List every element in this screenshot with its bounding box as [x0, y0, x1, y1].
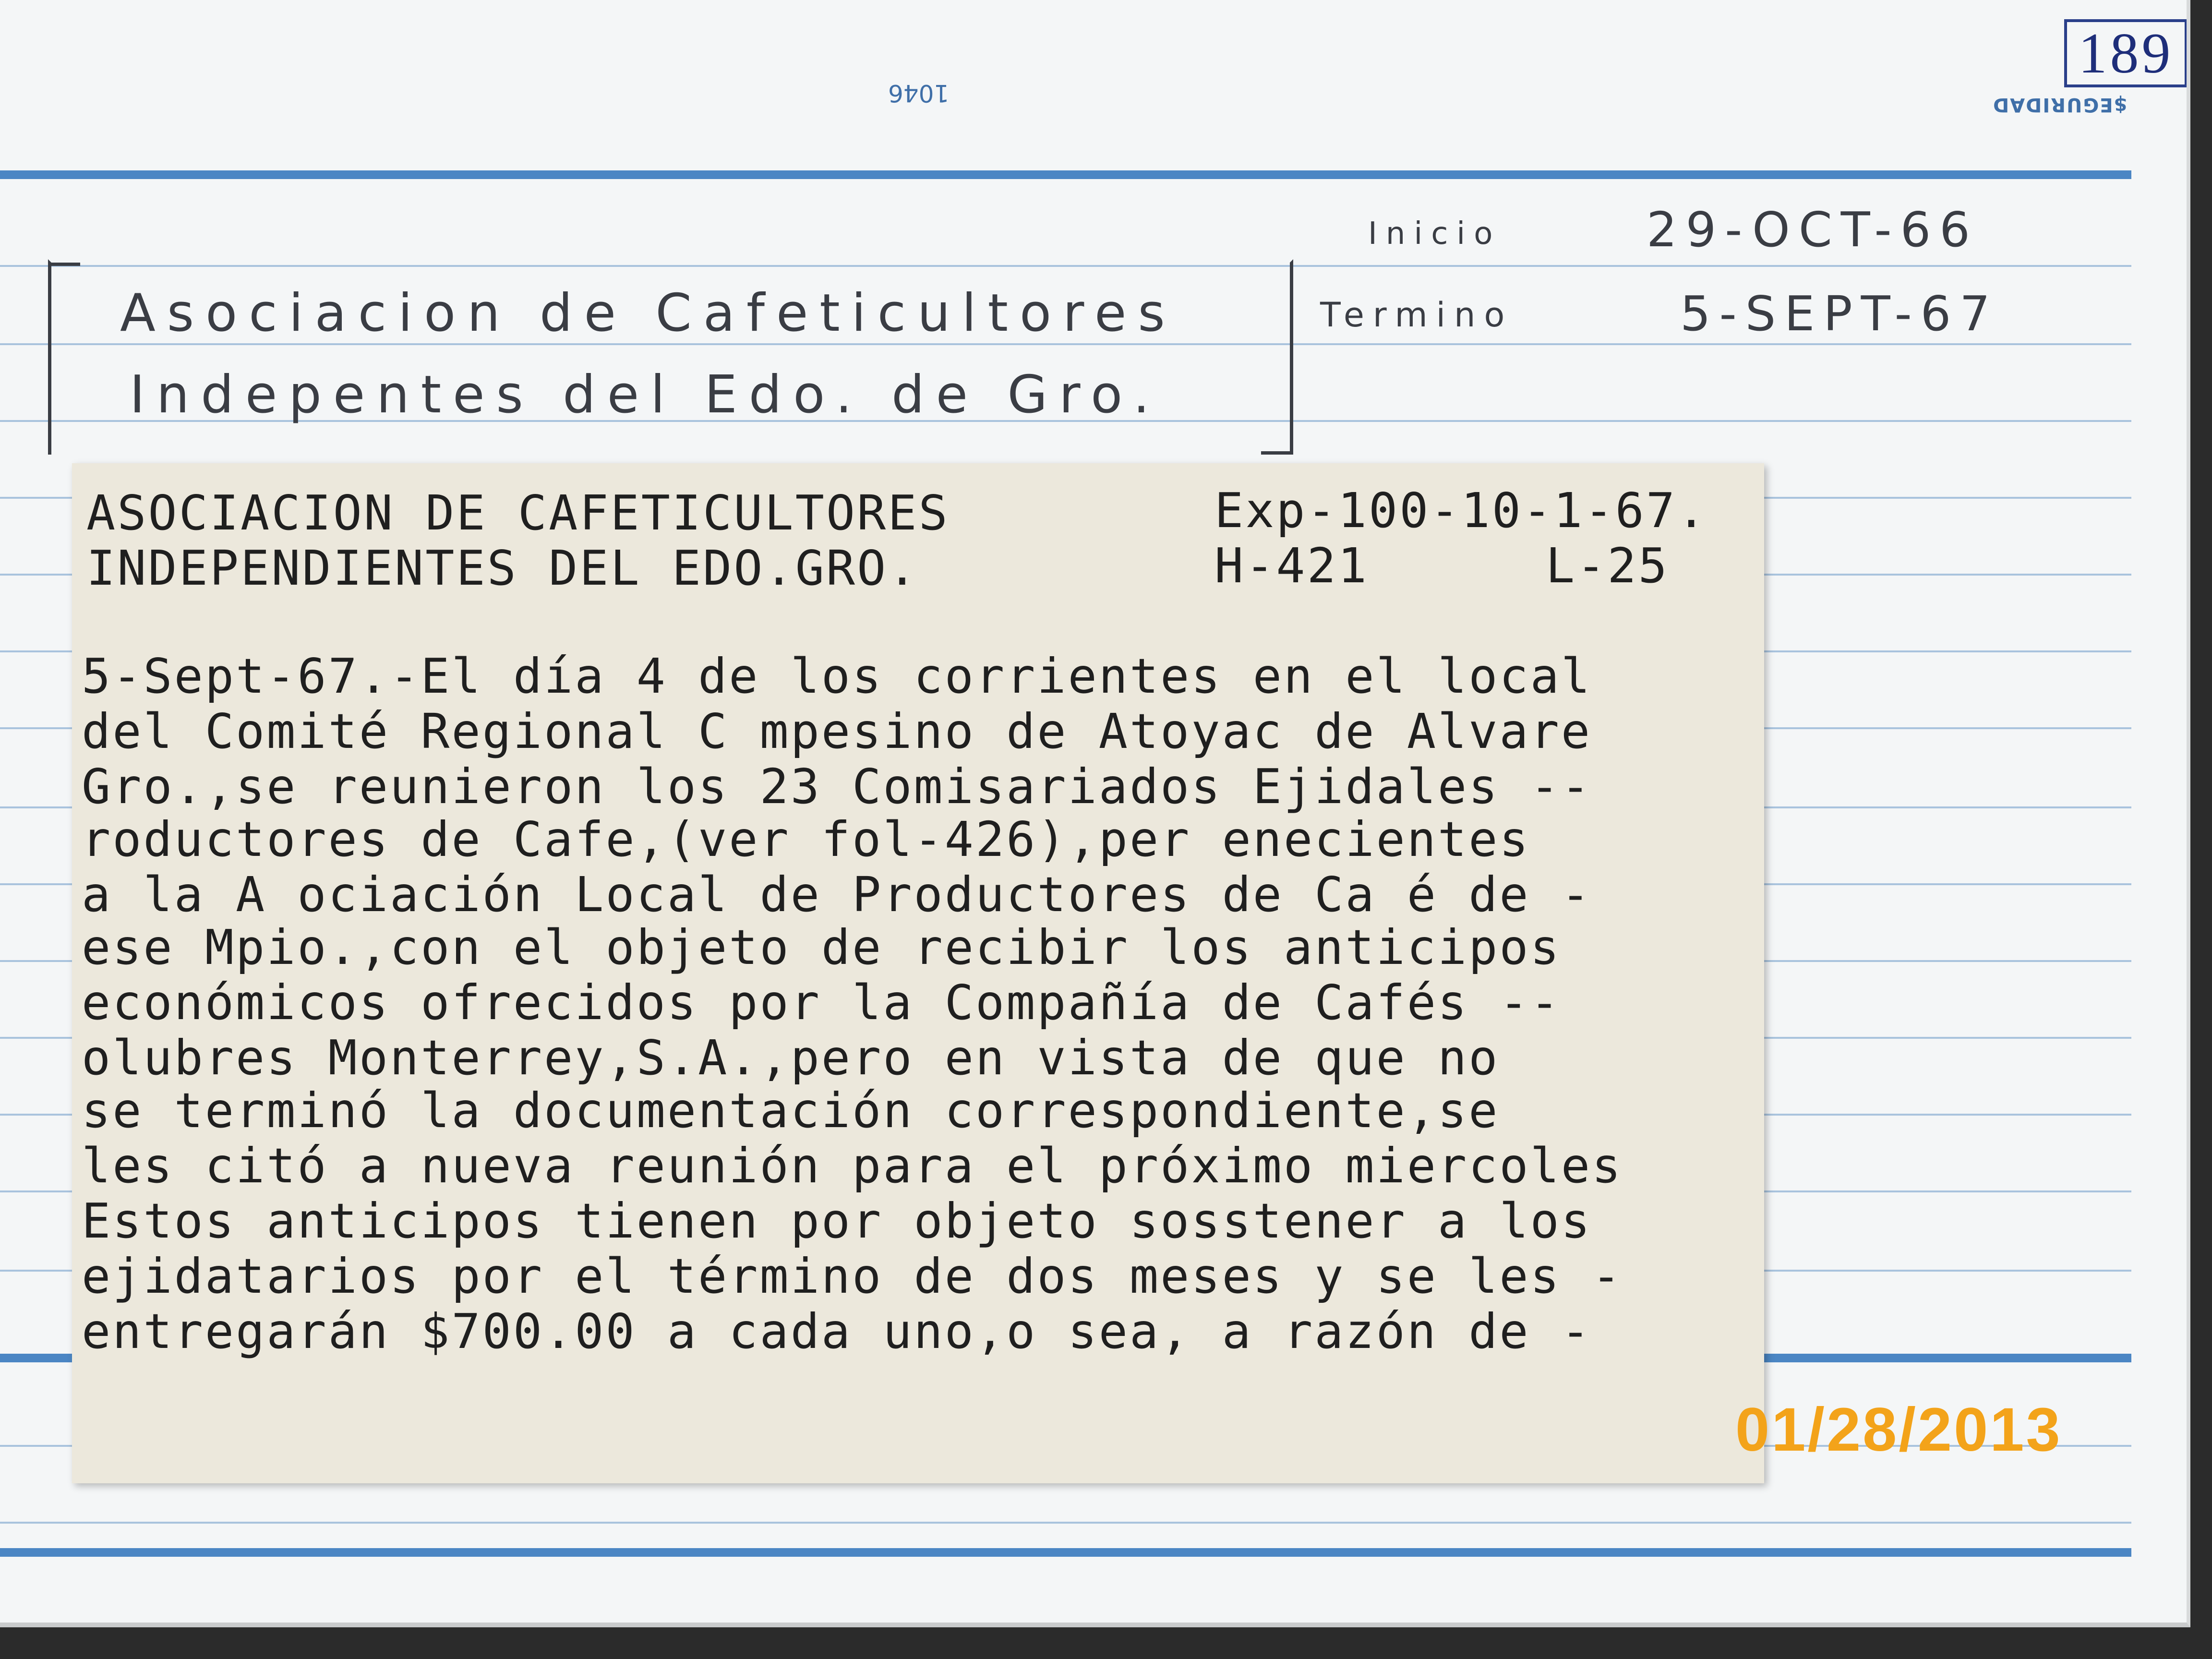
- header-line-1: ASOCIACION DE CAFETICULTORES: [86, 485, 950, 541]
- termino-label: Termino: [1320, 295, 1514, 335]
- body-line: Gro.,se reunieron los 23 Comisariados Ejidales --: [82, 758, 1592, 815]
- camera-date-stamp: 01/28/2013: [1735, 1395, 2062, 1464]
- body-line: a la A ociación Local de Productores de Ca é de -: [82, 866, 1592, 923]
- ruled-line-heavy: [0, 1548, 2131, 1557]
- body-line: económicos ofrecidos por la Compañía de Cafés --: [82, 974, 1561, 1031]
- termino-date: 5-SEPT-67: [1680, 286, 1999, 342]
- body-line: 5-Sept-67.-El día 4 de los corrientes en el local: [82, 648, 1592, 704]
- body-line: del Comité Regional C mpesino de Atoyac de Alvare: [82, 703, 1592, 759]
- printed-card-number: 1046: [888, 79, 950, 107]
- handwritten-title-line-2: Indepentes del Edo. de Gro.: [130, 365, 1161, 425]
- body-line: olubres Monterrey,S.A.,pero en vista de que no: [82, 1030, 1500, 1086]
- typed-record-card: [72, 463, 1764, 1483]
- inicio-label: Inicio: [1368, 216, 1502, 252]
- body-line: Estos anticipos tienen por objeto sosstener a los: [82, 1193, 1592, 1249]
- handwritten-title-line-1: Asociacion de Cafeticultores: [120, 283, 1177, 343]
- body-line: entregarán $700.00 a cada uno,o sea, a razón de -: [82, 1303, 1592, 1359]
- body-line: les citó a nueva reunión para el próximo miercoles: [82, 1138, 1623, 1194]
- body-line: ejidatarios por el término de dos meses y se les -: [82, 1248, 1623, 1304]
- ruled-line-heavy: [0, 170, 2131, 179]
- brand-mark: $EGURIDAD: [1992, 94, 2128, 116]
- body-line: roductores de Cafe,(ver fol-426),per enecientes: [82, 811, 1530, 867]
- h-reference: H-421: [1214, 538, 1369, 594]
- l-reference: L-25: [1546, 538, 1669, 594]
- inicio-date: 29-OCT-66: [1647, 202, 1979, 258]
- ruled-line: [0, 1522, 2131, 1524]
- header-line-2: INDEPENDIENTES DEL EDO.GRO.: [86, 540, 919, 596]
- file-reference: Exp-100-10-1-67.: [1214, 482, 1708, 539]
- folio-number-box: 189: [2064, 19, 2188, 87]
- body-line: se terminó la documentación correspondiente,se: [82, 1082, 1500, 1139]
- body-line: ese Mpio.,con el objeto de recibir los anticipos: [82, 919, 1561, 975]
